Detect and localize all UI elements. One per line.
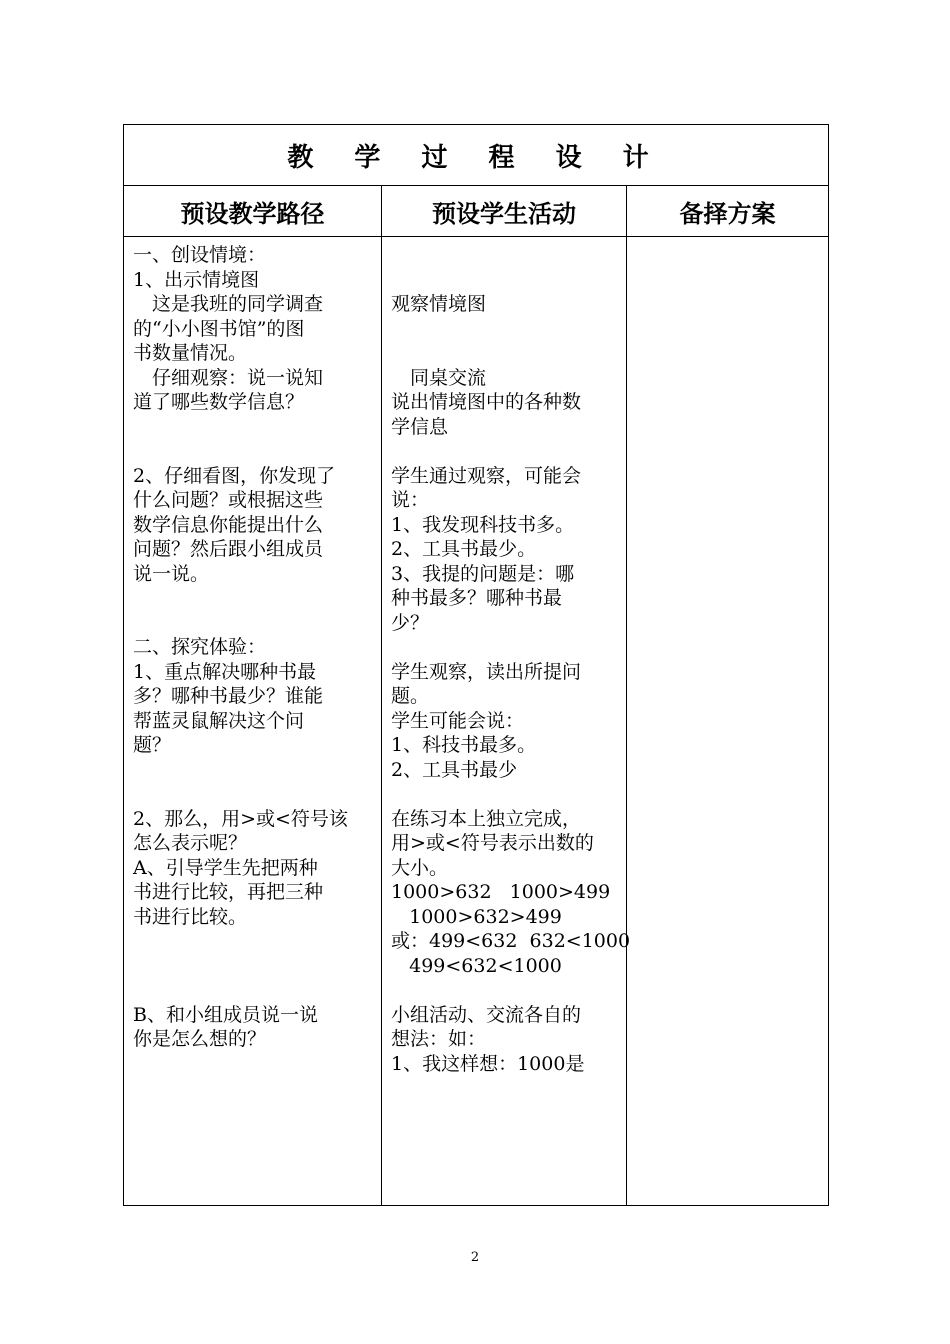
student-activity-line (391, 268, 622, 293)
student-activity-line: 大小。 (391, 856, 449, 879)
student-activity-line: 3、我提的问题是：哪 (391, 562, 575, 585)
header-alternative-plan: 备择方案 (627, 186, 829, 237)
student-activity-line: 1、我发现科技书多。 (391, 513, 575, 536)
teaching-path-line: A、引导学生先把两种 (133, 856, 318, 879)
student-activity-line (391, 243, 622, 268)
student-activity-line: 2、工具书最少 (391, 758, 518, 781)
student-activity-line (391, 635, 622, 660)
student-activity-line: 学生通过观察，可能会 (391, 464, 582, 487)
student-activity-line: 同桌交流 (391, 366, 487, 389)
teaching-path-line: 说一说。 (133, 562, 210, 585)
student-activity-line (391, 978, 622, 1003)
teaching-path-line: 怎么表示呢？ (133, 832, 248, 854)
student-activity-line: 小组活动、交流各自的 (391, 1003, 582, 1026)
teaching-path-line (133, 978, 373, 1003)
student-activity-line: 题。 (391, 685, 430, 707)
teaching-path-line: 二、探究体验： (133, 636, 267, 658)
teaching-path-line: 多？哪种书最少？谁能 (133, 685, 324, 707)
student-activity-line: 学信息 (391, 415, 449, 438)
teaching-path-line: 数学信息你能提出什么 (133, 513, 324, 536)
teaching-path-line (133, 415, 373, 440)
teaching-path-line (133, 758, 373, 783)
header-teaching-path: 预设教学路径 (124, 186, 382, 237)
student-activity-line: 说： (391, 489, 430, 511)
teaching-path-line: 这是我班的同学调查 (133, 293, 324, 315)
student-activity-line: 想法：如： (391, 1028, 487, 1050)
teaching-path-line: 你是怎么想的？ (133, 1028, 267, 1050)
student-activity-line: 1、我这样想：1000是 (391, 1052, 585, 1075)
student-activity-line (391, 317, 622, 342)
teaching-path-line: 问题？然后跟小组成员 (133, 538, 324, 560)
teaching-path-cell (124, 237, 382, 1206)
student-activity-line: 说出情境图中的各种数 (391, 391, 582, 413)
teaching-path-line: 帮蓝灵鼠解决这个问 (133, 709, 305, 732)
teaching-path-line: 题？ (133, 734, 172, 756)
student-activity-line: 或：499<632 632<1000 (391, 930, 631, 952)
teaching-path-line: 道了哪些数学信息？ (133, 391, 305, 413)
teaching-path-line: 书进行比较，再把三种 (133, 881, 324, 903)
student-activity-line: 学生观察，读出所提问 (391, 660, 582, 683)
teaching-path-line (133, 439, 373, 464)
teaching-path-text (124, 237, 381, 1052)
teaching-path-line: 1、重点解决哪种书最 (133, 660, 317, 683)
teaching-path-line (133, 954, 373, 979)
teaching-path-line (133, 929, 373, 954)
teaching-path-line (133, 782, 373, 807)
student-activity-line (391, 782, 622, 807)
student-activity-line (391, 439, 622, 464)
teaching-path-line: 什么问题？或根据这些 (133, 489, 324, 511)
teaching-path-line (133, 611, 373, 636)
teaching-path-line: 的“小小图书馆”的图 (133, 317, 305, 340)
teaching-path-line (133, 586, 373, 611)
student-activity-text (382, 237, 631, 1076)
page-number: 2 (470, 1250, 480, 1265)
student-activity-line: 种书最多？哪种书最 (391, 587, 563, 609)
table-title: 教 学 过 程 设 计 (124, 125, 829, 186)
student-activity-line: 少？ (391, 611, 430, 634)
header-student-activity: 预设学生活动 (382, 186, 627, 237)
student-activity-line: 用>或<符号表示出数的 (391, 832, 594, 854)
student-activity-line: 499<632<1000 (391, 954, 562, 977)
student-activity-line: 观察情境图 (391, 293, 487, 315)
lesson-plan-table (123, 124, 829, 1206)
student-activity-line: 1000>632 1000>499 (391, 881, 611, 903)
teaching-path-line: 书数量情况。 (133, 342, 248, 364)
student-activity-line: 1、科技书最多。 (391, 734, 537, 756)
teaching-path-line: 书进行比较。 (133, 905, 248, 928)
teaching-path-line: B、和小组成员说一说 (133, 1003, 318, 1026)
student-activity-line: 2、工具书最少。 (391, 538, 537, 560)
teaching-path-line: 2、仔细看图，你发现了 (133, 464, 336, 487)
teaching-path-line: 一、创设情境： (133, 244, 267, 266)
teaching-path-line: 2、那么，用>或<符号该 (133, 807, 348, 830)
teaching-path-line: 1、出示情境图 (133, 268, 260, 291)
student-activity-line: 学生可能会说： (391, 709, 525, 732)
student-activity-line: 在练习本上独立完成， (391, 807, 582, 830)
alternative-plan-cell (627, 237, 829, 1206)
teaching-path-line: 仔细观察：说一说知 (133, 366, 324, 389)
student-activity-line (391, 341, 622, 366)
student-activity-line: 1000>632>499 (391, 905, 562, 928)
student-activity-cell (382, 237, 631, 1206)
